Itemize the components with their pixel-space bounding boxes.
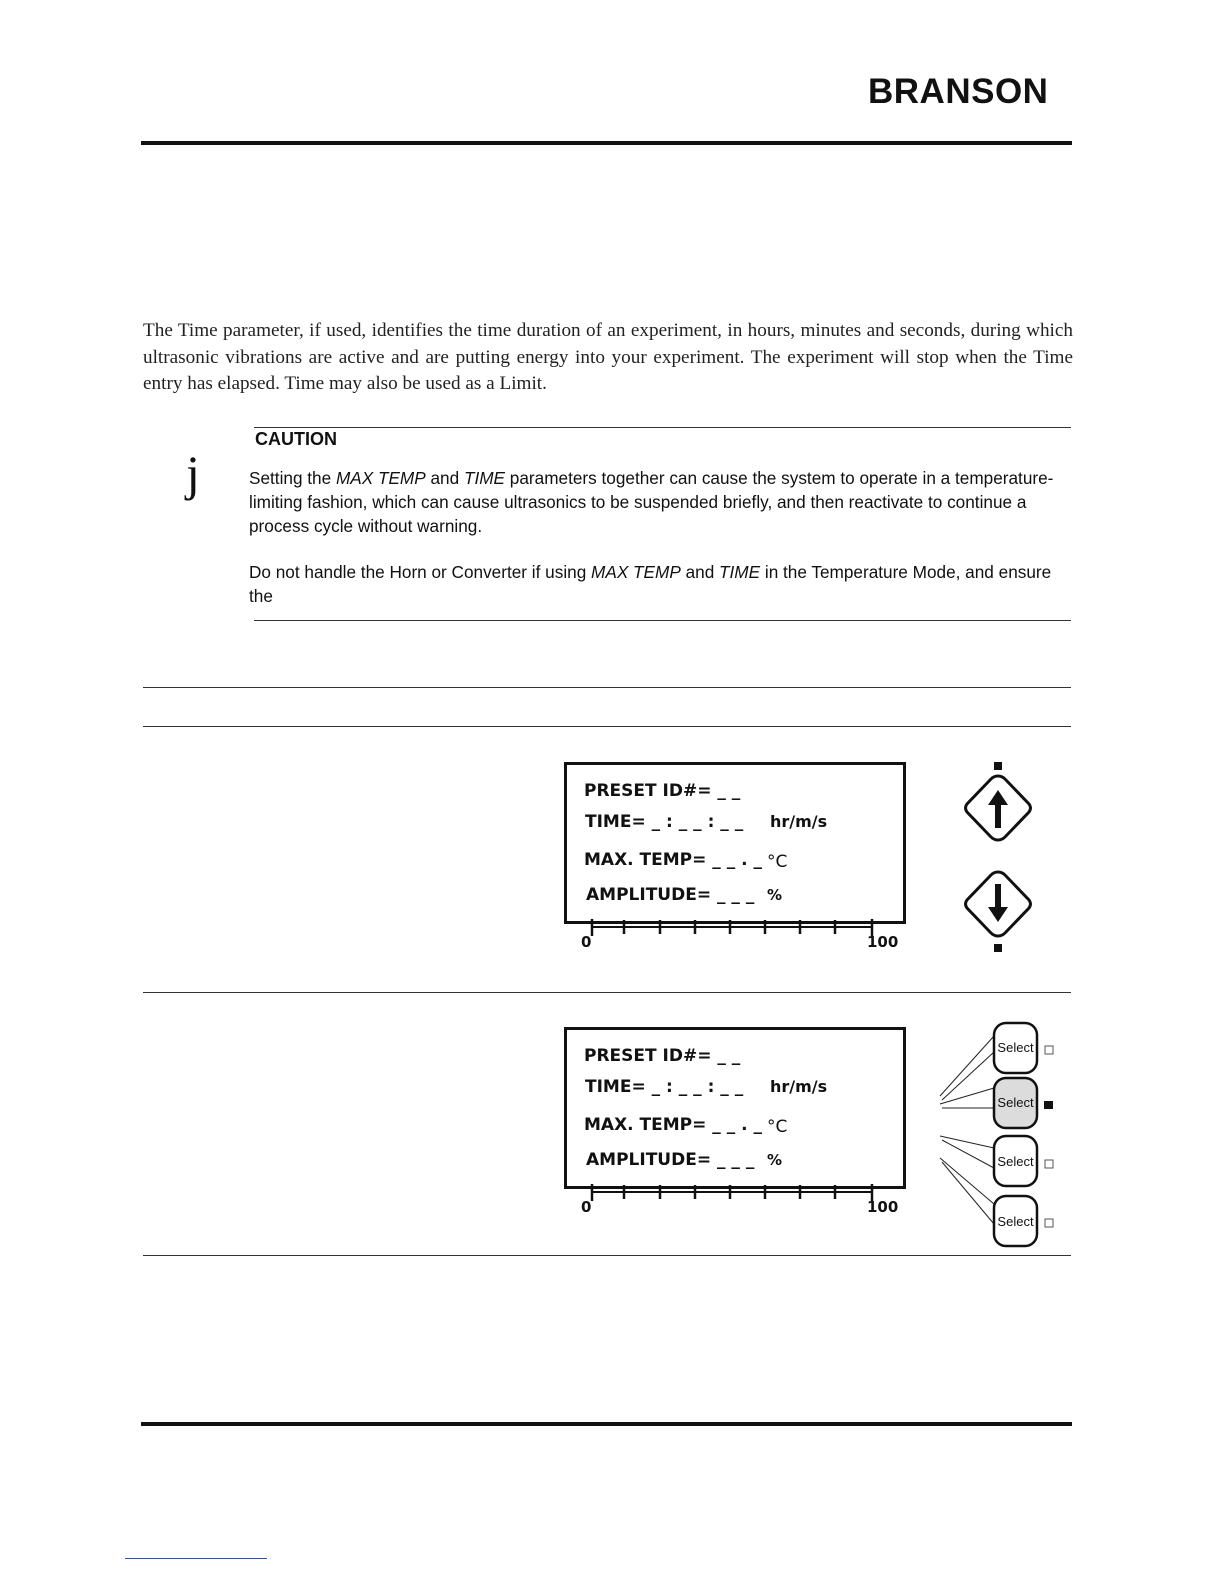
table-rule-4 (143, 1255, 1071, 1256)
scale-max-label: 100 (867, 933, 899, 951)
table-rule-1 (143, 687, 1071, 688)
caution-paragraph-2: Do not handle the Horn or Converter if using MAX TEMP and TIME in the Temperature Mode, and ensure the (249, 562, 1052, 606)
footer-rule (141, 1422, 1072, 1426)
select-key-3[interactable] (994, 1136, 1037, 1186)
lcd-time-line: TIME= _ : _ _ : _ _ (585, 1077, 744, 1097)
caution-bottom-rule (254, 620, 1071, 621)
lcd-amplitude-unit: % (767, 1151, 783, 1169)
up-arrow-button[interactable] (966, 776, 1031, 840)
select-key-label: Select (997, 1040, 1034, 1055)
led-on-icon (1044, 1101, 1053, 1109)
intro-paragraph: The Time parameter, if used, identifies the time duration of an experiment, in hours, minutes and seconds, during which ultrasonic vibrations are active and are putting energy into your experiment. The experiment will stop when the Time entry has elapsed. Time may also be used as a Limit. (143, 320, 1073, 394)
lcd-time-line: TIME= _ : _ _ : _ _ (585, 812, 744, 832)
select-key-label: Select (997, 1154, 1034, 1169)
table-rule-3 (143, 992, 1071, 993)
header-rule (141, 141, 1072, 145)
led-off-icon (1045, 1046, 1053, 1054)
lcd-display-2 (564, 1027, 906, 1189)
select-key-label: Select (997, 1095, 1034, 1110)
select-key-label: Select (997, 1214, 1034, 1229)
lcd-preset-line: PRESET ID#= _ _ (584, 1046, 741, 1066)
lcd-amplitude-line: AMPLITUDE= _ _ _ (586, 885, 755, 905)
select-key-1[interactable] (994, 1023, 1037, 1073)
branson-logo: BRANSON (868, 72, 1049, 111)
scale-min-label: 0 (581, 1198, 592, 1216)
lcd-amplitude-unit: % (767, 886, 783, 904)
led-on-icon (994, 944, 1002, 952)
caution-body (249, 466, 1064, 630)
select-key-4[interactable] (994, 1196, 1037, 1246)
caution-title: CAUTION (255, 429, 337, 449)
lcd-maxtemp-unit: °C (767, 852, 788, 872)
led-off-icon (1045, 1160, 1053, 1168)
up-down-keys (958, 758, 1042, 958)
caution-note-icon: j (186, 445, 200, 501)
lcd-time-unit: hr/m/s (770, 1077, 828, 1096)
select-keys (936, 1018, 1066, 1250)
scale-max-label: 100 (867, 1198, 899, 1216)
led-off-icon (1045, 1219, 1053, 1227)
caution-top-rule (254, 427, 1071, 428)
footer-link-underline[interactable] (125, 1558, 267, 1559)
scale-min-label: 0 (581, 933, 592, 951)
lcd-preset-line: PRESET ID#= _ _ (584, 781, 741, 801)
lcd-maxtemp-unit: °C (767, 1117, 788, 1137)
lcd-maxtemp-line: MAX. TEMP= _ _ . _ (584, 1115, 763, 1135)
caution-paragraph-1: Setting the MAX TEMP and TIME parameters together can cause the system to operate in a temperature-limiting fashion, which can cause ultrasonics to be suspended briefly, and then reactivate to continue a process cycle without warning. (249, 468, 1054, 536)
lcd-time-unit: hr/m/s (770, 812, 828, 831)
lcd-amplitude-line: AMPLITUDE= _ _ _ (586, 1150, 755, 1170)
down-arrow-button[interactable] (966, 872, 1031, 936)
led-on-icon (994, 762, 1002, 770)
select-key-2[interactable] (994, 1078, 1037, 1128)
lcd-display-1 (564, 762, 906, 924)
table-rule-2 (143, 726, 1071, 727)
lcd-maxtemp-line: MAX. TEMP= _ _ . _ (584, 850, 763, 870)
